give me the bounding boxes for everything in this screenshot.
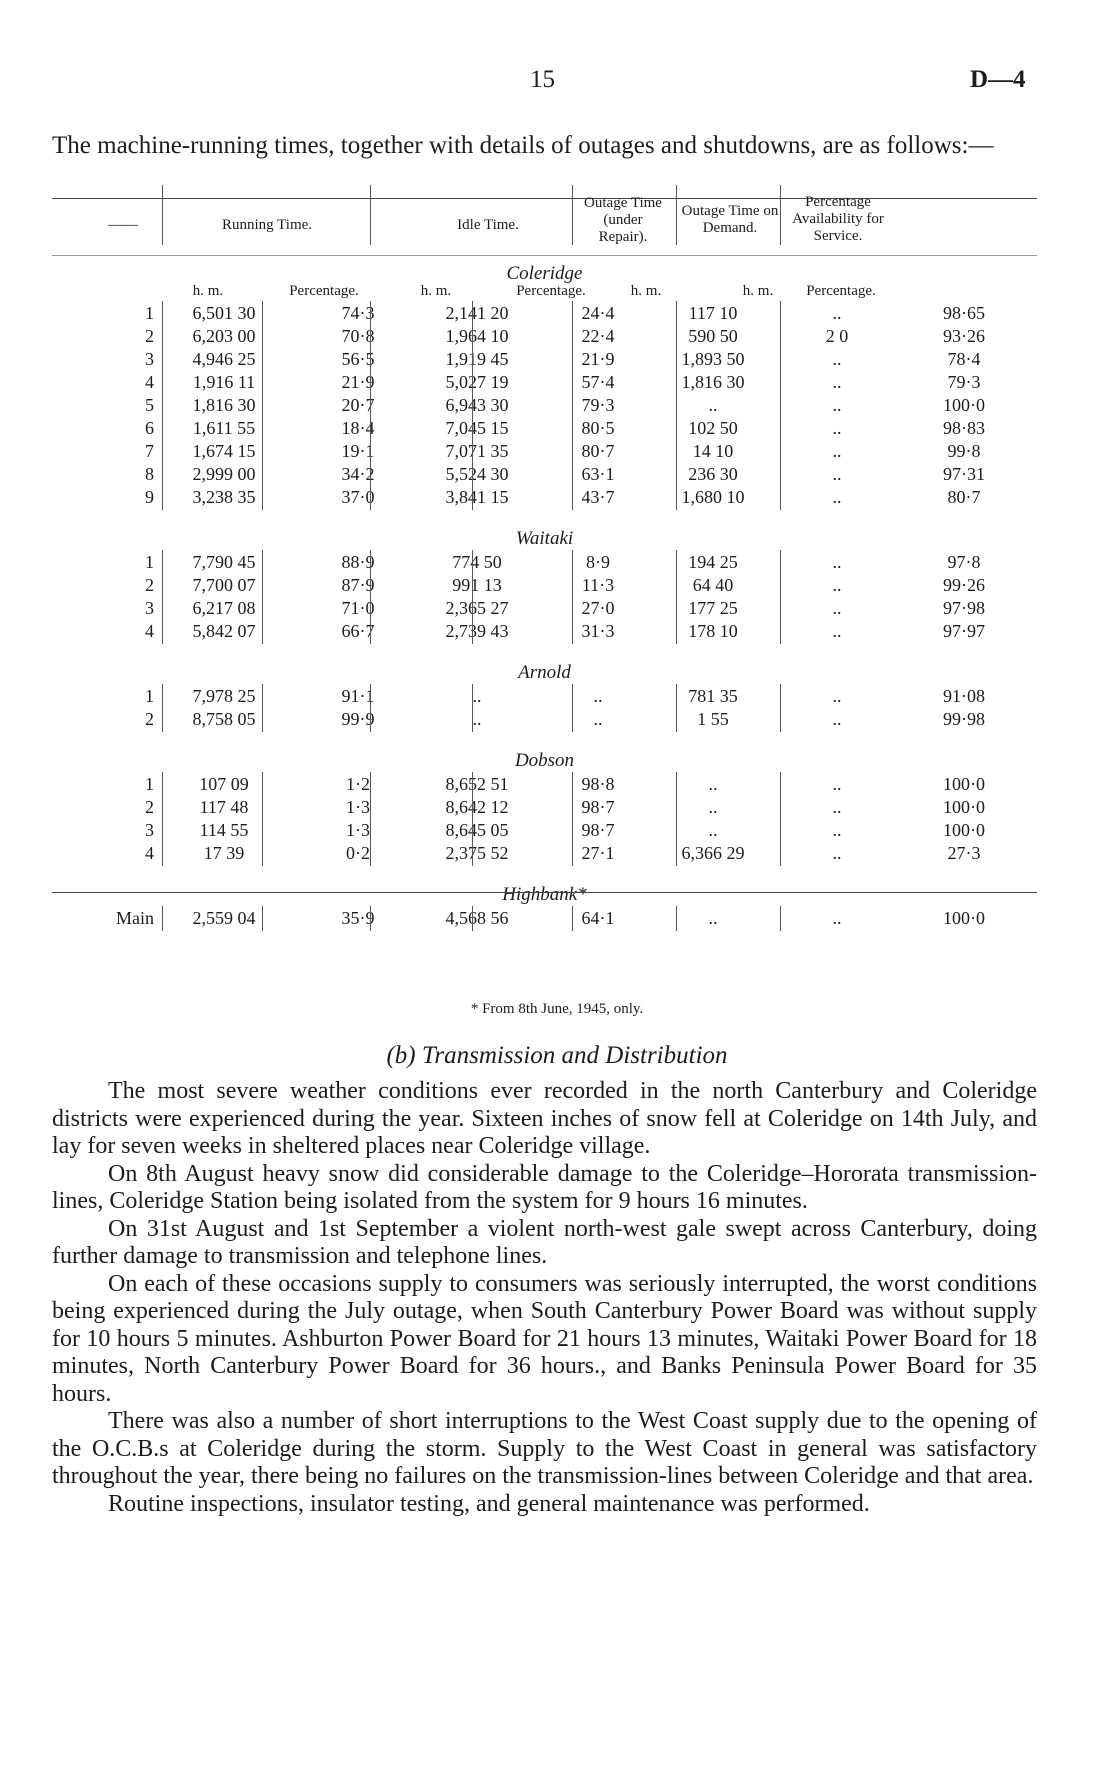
idle-time: 8,652 51 <box>445 774 509 794</box>
row-label: 1 <box>145 774 154 794</box>
column-divider <box>162 772 163 866</box>
outage-repair: 236 30 <box>688 464 738 484</box>
table-row <box>52 797 1037 820</box>
outage-repair: 194 25 <box>688 552 738 572</box>
table-row <box>52 395 1037 418</box>
outage-demand: .. <box>832 598 842 618</box>
column-header-running: Running Time. <box>221 217 313 233</box>
table-row <box>52 441 1037 464</box>
column-divider <box>676 906 677 931</box>
running-percentage: 0·2 <box>346 843 370 863</box>
outage-repair: 590 50 <box>688 326 738 346</box>
column-divider <box>262 906 263 931</box>
body-paragraph: On 8th August heavy snow did considerable damage to the Coleridge–Hororata transmission-lines, Coleridge Station being isolated from the system for 9 hours 16 minutes. <box>52 1160 1037 1214</box>
outage-demand: .. <box>832 575 842 595</box>
column-divider <box>162 301 163 510</box>
idle-time: 2,365 27 <box>445 598 509 618</box>
outage-demand: .. <box>832 441 842 461</box>
outage-demand: .. <box>832 303 842 323</box>
outage-demand: .. <box>832 820 842 840</box>
availability-percentage: 78·4 <box>947 349 981 369</box>
idle-time: 1,964 10 <box>445 326 509 346</box>
running-percentage: 1·3 <box>346 820 370 840</box>
column-header-idle: Idle Time. <box>457 217 519 233</box>
running-percentage: 70·8 <box>341 326 375 346</box>
outage-demand: .. <box>832 372 842 392</box>
table-row <box>52 552 1037 575</box>
outage-demand: .. <box>832 349 842 369</box>
table-row <box>52 372 1037 395</box>
body-paragraph: On 31st August and 1st September a violent north-west gale swept across Canterbury, doing further damage to transmission and telephone lines. <box>52 1215 1037 1269</box>
outage-demand: .. <box>832 395 842 415</box>
row-label: 5 <box>145 395 154 415</box>
idle-time: 4,568 56 <box>445 908 509 928</box>
availability-percentage: 99·8 <box>947 441 981 461</box>
row-label: 4 <box>145 843 154 863</box>
outage-repair: .. <box>708 797 718 817</box>
unit-label: h. m. <box>192 283 224 299</box>
outage-demand: 2 0 <box>825 326 849 346</box>
outage-demand: .. <box>832 552 842 572</box>
idle-percentage: 63·1 <box>581 464 615 484</box>
running-time: 114 55 <box>199 820 249 840</box>
column-divider <box>676 301 677 510</box>
header-divider <box>676 185 677 245</box>
unit-label: Percentage. <box>516 283 586 299</box>
column-header-outage-repair: Outage Time (under Repair). <box>584 195 662 245</box>
outage-demand: .. <box>832 418 842 438</box>
running-percentage: 74·3 <box>341 303 375 323</box>
column-divider <box>262 772 263 866</box>
column-divider <box>676 772 677 866</box>
idle-time: 3,841 15 <box>445 487 509 507</box>
row-label: 1 <box>145 552 154 572</box>
body-paragraph: Routine inspections, insulator testing, and general maintenance was performed. <box>108 1490 870 1517</box>
running-time: 1,611 55 <box>192 418 256 438</box>
table-row <box>52 598 1037 621</box>
column-divider <box>370 906 371 931</box>
column-divider <box>572 301 573 510</box>
idle-percentage: 11·3 <box>581 575 615 595</box>
running-time: 7,790 45 <box>192 552 256 572</box>
idle-percentage: .. <box>593 709 603 729</box>
idle-percentage: 98·7 <box>581 820 615 840</box>
column-divider <box>370 550 371 644</box>
outage-repair: .. <box>708 908 718 928</box>
header-divider <box>370 185 371 245</box>
table-footnote: * From 8th June, 1945, only. <box>470 1001 644 1017</box>
idle-percentage: 8·9 <box>586 552 610 572</box>
intro-paragraph: The machine-running times, together with details of outages and shutdowns, are as follows:— <box>52 132 994 159</box>
row-label: 3 <box>145 820 154 840</box>
column-divider <box>472 301 473 510</box>
section-title: Waitaki <box>515 528 574 549</box>
running-time: 2,559 04 <box>192 908 256 928</box>
availability-percentage: 99·98 <box>943 709 985 729</box>
table-bottom-rule <box>52 892 1037 893</box>
idle-percentage: 57·4 <box>581 372 615 392</box>
running-time: 1,916 11 <box>192 372 256 392</box>
column-divider <box>162 684 163 732</box>
outage-demand: .. <box>832 621 842 641</box>
column-divider <box>370 301 371 510</box>
body-paragraph: There was also a number of short interruptions to the West Coast supply due to the opening of the O.C.B.s at Coleridge during the storm. Supply to the West Coast in general was satisfactory throughout the year, there being no failures on the transmission-lines between Coleridge and that area. <box>52 1408 1037 1489</box>
running-time: 1,674 15 <box>192 441 256 461</box>
column-header-availability: Percentage Availability for Service. <box>792 194 884 244</box>
outage-demand: .. <box>832 464 842 484</box>
availability-percentage: 79·3 <box>947 372 981 392</box>
idle-time: 2,739 43 <box>445 621 509 641</box>
outage-demand: .. <box>832 709 842 729</box>
outage-demand: .. <box>832 686 842 706</box>
availability-percentage: 97·8 <box>947 552 981 572</box>
availability-percentage: 91·08 <box>943 686 985 706</box>
idle-time: 7,071 35 <box>445 441 509 461</box>
table-row <box>52 908 1037 931</box>
outage-repair: 1,893 50 <box>681 349 745 369</box>
table-row <box>52 820 1037 843</box>
section-body <box>52 1078 1037 1518</box>
table-row <box>52 843 1037 866</box>
availability-percentage: 80·7 <box>947 487 981 507</box>
idle-percentage: 80·5 <box>581 418 615 438</box>
outage-repair: 117 10 <box>688 303 738 323</box>
idle-time: .. <box>472 686 482 706</box>
running-time: 2,999 00 <box>192 464 256 484</box>
idle-percentage: 31·3 <box>581 621 615 641</box>
outage-repair: 177 25 <box>688 598 738 618</box>
column-divider <box>780 301 781 510</box>
outage-repair: .. <box>708 820 718 840</box>
row-label: 9 <box>145 487 154 507</box>
outage-repair: 781 35 <box>688 686 738 706</box>
idle-time: 2,141 20 <box>445 303 509 323</box>
row-label: 1 <box>145 686 154 706</box>
header-divider <box>162 185 163 245</box>
idle-time: 8,642 12 <box>445 797 509 817</box>
idle-time: 774 50 <box>452 552 502 572</box>
running-percentage: 87·9 <box>341 575 375 595</box>
availability-percentage: 100·0 <box>943 820 985 840</box>
running-percentage: 91·1 <box>341 686 375 706</box>
outage-demand: .. <box>832 774 842 794</box>
running-percentage: 71·0 <box>341 598 375 618</box>
running-percentage: 35·9 <box>341 908 375 928</box>
running-percentage: 18·4 <box>341 418 375 438</box>
outage-demand: .. <box>832 797 842 817</box>
page-number: 15 <box>530 66 555 93</box>
running-percentage: 1·2 <box>346 774 370 794</box>
idle-time: 1,919 45 <box>445 349 509 369</box>
column-divider <box>262 684 263 732</box>
row-label: 7 <box>145 441 154 461</box>
column-divider <box>472 550 473 644</box>
running-percentage: 56·5 <box>341 349 375 369</box>
availability-percentage: 100·0 <box>943 774 985 794</box>
idle-percentage: 98·8 <box>581 774 615 794</box>
running-time: 8,758 05 <box>192 709 256 729</box>
unit-label: h. m. <box>630 283 662 299</box>
outage-repair: 1,680 10 <box>681 487 745 507</box>
running-time: 4,946 25 <box>192 349 256 369</box>
outage-repair: 178 10 <box>688 621 738 641</box>
availability-percentage: 27·3 <box>947 843 981 863</box>
column-divider <box>262 550 263 644</box>
unit-label: h. m. <box>742 283 774 299</box>
header-divider <box>780 185 781 245</box>
column-header-outage-demand: Outage Time on Demand. <box>681 203 779 236</box>
column-divider <box>370 772 371 866</box>
outage-repair: .. <box>708 774 718 794</box>
idle-percentage: 27·0 <box>581 598 615 618</box>
row-label: Main <box>116 908 154 928</box>
column-divider <box>262 301 263 510</box>
idle-percentage: 79·3 <box>581 395 615 415</box>
column-header-label: —— <box>108 217 138 233</box>
running-percentage: 34·2 <box>341 464 375 484</box>
column-divider <box>780 684 781 732</box>
row-label: 2 <box>145 575 154 595</box>
row-label: 3 <box>145 598 154 618</box>
table-row <box>52 487 1037 510</box>
availability-percentage: 100·0 <box>943 797 985 817</box>
running-time: 117 48 <box>199 797 249 817</box>
header-bottom-rule <box>52 255 1037 256</box>
running-time: 7,700 07 <box>192 575 256 595</box>
section-title: Highbank* <box>502 884 587 905</box>
idle-percentage: 64·1 <box>581 908 615 928</box>
availability-percentage: 99·26 <box>943 575 985 595</box>
column-divider <box>162 906 163 931</box>
idle-time: 7,045 15 <box>445 418 509 438</box>
column-divider <box>162 550 163 644</box>
running-percentage: 66·7 <box>341 621 375 641</box>
running-percentage: 88·9 <box>341 552 375 572</box>
idle-time: 8,645 05 <box>445 820 509 840</box>
availability-percentage: 98·65 <box>943 303 985 323</box>
running-time: 6,501 30 <box>192 303 256 323</box>
header-divider <box>572 185 573 245</box>
unit-label: Percentage. <box>289 283 359 299</box>
column-divider <box>472 906 473 931</box>
idle-percentage: 80·7 <box>581 441 615 461</box>
body-paragraph: On each of these occasions supply to consumers was seriously interrupted, the worst conditions being experienced during the July outage, when South Canterbury Power Board was without supply for 10 hours 5 minutes. Ashburton Power Board for 21 hours 13 minutes, Waitaki Power Board for 18 minutes, North Canterbury Power Board for 36 hours., and Banks Peninsula Power Board for 35 hours. <box>52 1270 1037 1407</box>
row-label: 4 <box>145 372 154 392</box>
running-percentage: 19·1 <box>341 441 375 461</box>
row-label: 2 <box>145 797 154 817</box>
section-title: Dobson <box>514 750 575 771</box>
section-heading: (b) Transmission and Distribution <box>386 1042 728 1069</box>
running-time: 107 09 <box>199 774 249 794</box>
idle-time: 6,943 30 <box>445 395 509 415</box>
availability-percentage: 97·31 <box>943 464 985 484</box>
column-divider <box>780 906 781 931</box>
section-title: Arnold <box>518 662 571 683</box>
availability-percentage: 100·0 <box>943 908 985 928</box>
column-divider <box>780 550 781 644</box>
running-time: 5,842 07 <box>192 621 256 641</box>
unit-label: Percentage. <box>806 283 876 299</box>
running-time: 7,978 25 <box>192 686 256 706</box>
outage-repair: 102 50 <box>688 418 738 438</box>
running-time: 3,238 35 <box>192 487 256 507</box>
table-row <box>52 303 1037 326</box>
availability-percentage: 98·83 <box>943 418 985 438</box>
column-divider <box>572 772 573 866</box>
running-time: 17 39 <box>203 843 245 863</box>
idle-time: 991 13 <box>452 575 502 595</box>
section-title: Coleridge <box>506 263 583 284</box>
outage-demand: .. <box>832 843 842 863</box>
table-row <box>52 349 1037 372</box>
table-row <box>52 621 1037 644</box>
column-divider <box>780 772 781 866</box>
idle-time: 5,027 19 <box>445 372 509 392</box>
outage-repair: 1,816 30 <box>681 372 745 392</box>
availability-percentage: 93·26 <box>943 326 985 346</box>
table-row <box>52 709 1037 732</box>
idle-percentage: 43·7 <box>581 487 615 507</box>
row-label: 2 <box>145 709 154 729</box>
table-row <box>52 686 1037 709</box>
outage-demand: .. <box>832 487 842 507</box>
running-percentage: 99·9 <box>341 709 375 729</box>
idle-time: 2,375 52 <box>445 843 509 863</box>
table-row <box>52 326 1037 349</box>
idle-time: .. <box>472 709 482 729</box>
outage-repair: 6,366 29 <box>681 843 745 863</box>
document-code: D—4 <box>970 66 1026 93</box>
column-divider <box>472 772 473 866</box>
outage-repair: 1 55 <box>697 709 729 729</box>
idle-percentage: 27·1 <box>581 843 615 863</box>
idle-percentage: .. <box>593 686 603 706</box>
availability-percentage: 97·98 <box>943 598 985 618</box>
table-row <box>52 774 1037 797</box>
outage-demand: .. <box>832 908 842 928</box>
idle-percentage: 22·4 <box>581 326 615 346</box>
running-time: 6,203 00 <box>192 326 256 346</box>
availability-percentage: 100·0 <box>943 395 985 415</box>
idle-percentage: 24·4 <box>581 303 615 323</box>
body-paragraph: The most severe weather conditions ever recorded in the north Canterbury and Coleridge districts were experienced during the year. Sixteen inches of snow fell at Coleridge on 14th July, and lay for seven weeks in sheltered places near Coleridge village. <box>52 1078 1037 1159</box>
column-divider <box>572 684 573 732</box>
row-label: 2 <box>145 326 154 346</box>
row-label: 1 <box>145 303 154 323</box>
row-label: 4 <box>145 621 154 641</box>
running-percentage: 1·3 <box>346 797 370 817</box>
page-header <box>0 66 1114 106</box>
row-label: 8 <box>145 464 154 484</box>
row-label: 6 <box>145 418 154 438</box>
unit-label: h. m. <box>420 283 452 299</box>
column-divider <box>472 684 473 732</box>
column-divider <box>676 684 677 732</box>
table-row <box>52 575 1037 598</box>
idle-percentage: 21·9 <box>581 349 615 369</box>
row-label: 3 <box>145 349 154 369</box>
column-divider <box>676 550 677 644</box>
running-time: 1,816 30 <box>192 395 256 415</box>
column-divider <box>370 684 371 732</box>
running-percentage: 20·7 <box>341 395 375 415</box>
column-divider <box>572 550 573 644</box>
table-row <box>52 464 1037 487</box>
column-divider <box>572 906 573 931</box>
running-percentage: 37·0 <box>341 487 375 507</box>
outage-repair: 64 40 <box>692 575 734 595</box>
running-time: 6,217 08 <box>192 598 256 618</box>
idle-percentage: 98·7 <box>581 797 615 817</box>
availability-percentage: 97·97 <box>943 621 985 641</box>
idle-time: 5,524 30 <box>445 464 509 484</box>
table-row <box>52 418 1037 441</box>
outage-repair: .. <box>708 395 718 415</box>
outage-repair: 14 10 <box>692 441 734 461</box>
running-percentage: 21·9 <box>341 372 375 392</box>
